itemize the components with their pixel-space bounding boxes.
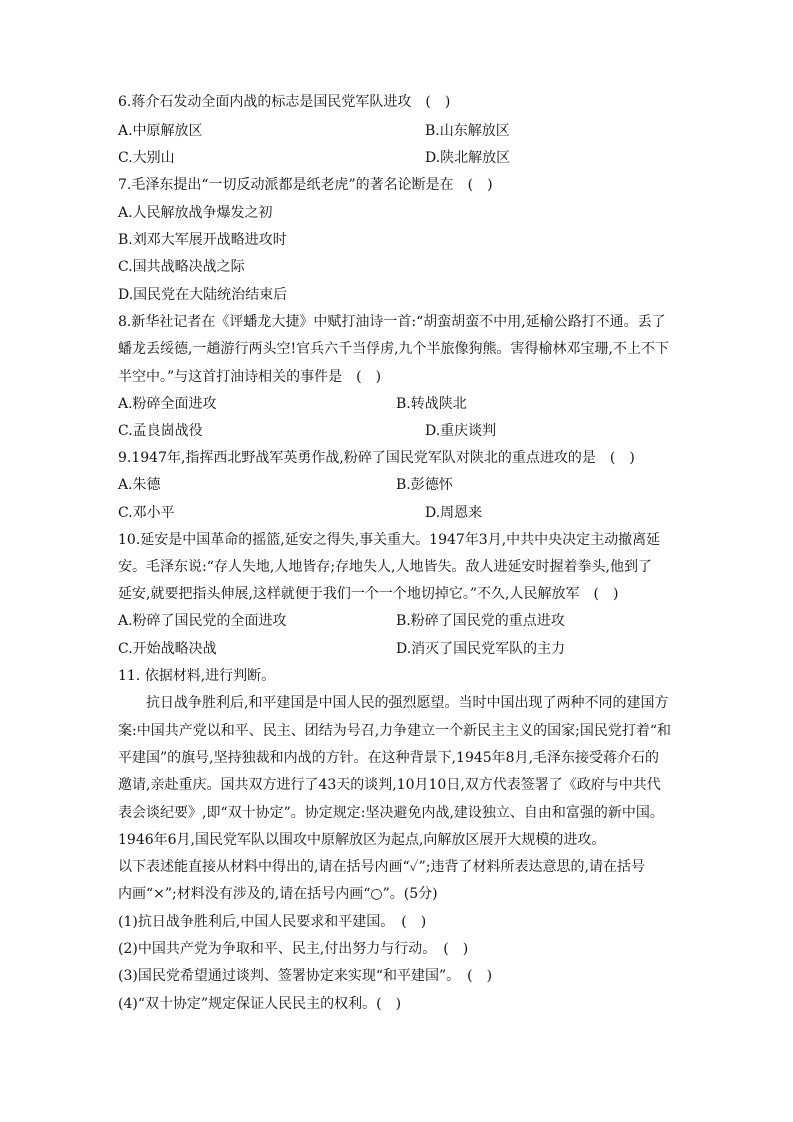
question-11-material-line-2: 案:中国共产党以和平、民主、团结为号召,力争建立一个新民主主义的国家;国民党打着“和 bbox=[118, 723, 672, 739]
question-11-material-line-1: 抗日战争胜利后,和平建国是中国人民的强烈愿望。当时中国出现了两种不同的建国方 bbox=[146, 695, 669, 711]
question-9-options-row-2 bbox=[118, 500, 675, 527]
question-6-option-c: C.大别山 bbox=[118, 150, 175, 166]
question-11-item-1: (1)抗日战争胜利后,中国人民要求和平建国。 ( ) bbox=[118, 914, 427, 930]
question-10-stem-line-3: 延安,就要把指头伸展,这样就便于我们一个一个地切掉它。”不久,人民解放军 ( ) bbox=[118, 586, 619, 602]
question-9-option-d: D.周恩来 bbox=[425, 505, 483, 521]
question-10-option-d: D.消灭了国民党军队的主力 bbox=[396, 641, 566, 657]
question-11-material-line-3: 平建国”的旗号,坚持独裁和内战的方针。在这种背景下,1945年8月,毛泽东接受蒋介石的 bbox=[118, 750, 660, 766]
question-11-item-3: (3)国民党希望通过谈判、签署协定来实现“和平建国”。 ( ) bbox=[118, 968, 493, 984]
question-7-option-a: A.人民解放战争爆发之初 bbox=[118, 205, 273, 221]
question-8-option-d: D.重庆谈判 bbox=[425, 423, 497, 439]
question-8-options-row-1 bbox=[118, 391, 675, 418]
question-11-instruction-line-1: 以下表述能直接从材料中得出的,请在括号内画“✓”;违背了材料所表达意思的,请在括号 bbox=[118, 859, 645, 875]
question-8-stem-line-2: 蟠龙丢绥德,一趟游行两头空!官兵六千当俘虏,九个半旅像狗熊。害得榆林邓宝珊,不上不下 bbox=[118, 341, 669, 357]
question-8-stem-line-1: 8.新华社记者在《评蟠龙大捷》中赋打油诗一首:“胡蛮胡蛮不中用,延榆公路打不通。丢了 bbox=[118, 314, 666, 330]
question-9-options-row-1 bbox=[118, 472, 675, 499]
question-8-option-b: B.转战陕北 bbox=[396, 396, 467, 412]
question-7-option-c: C.国共战略决战之际 bbox=[118, 259, 245, 275]
question-8-option-a: A.粉碎全面进攻 bbox=[118, 396, 217, 412]
question-8-options-row-2 bbox=[118, 418, 675, 445]
question-6-options-row-1 bbox=[118, 118, 675, 145]
question-8-option-c: C.孟良崮战役 bbox=[118, 423, 203, 439]
question-6-option-a: A.中原解放区 bbox=[118, 123, 203, 139]
question-6-option-b: B.山东解放区 bbox=[425, 123, 510, 139]
question-10-option-a: A.粉碎了国民党的全面进攻 bbox=[118, 613, 287, 629]
question-6-option-d: D.陕北解放区 bbox=[425, 150, 511, 166]
question-9-option-c: C.邓小平 bbox=[118, 505, 175, 521]
question-10-option-b: B.粉碎了国民党的重点进攻 bbox=[396, 613, 565, 629]
question-9-stem: 9.1947年,指挥西北野战军英勇作战,粉碎了国民党军队对陕北的重点进攻的是 ( ) bbox=[118, 450, 635, 466]
question-11-material-line-4: 邀请,亲赴重庆。国共双方进行了43天的谈判,10月10日,双方代表签署了《政府与中共代 bbox=[118, 777, 661, 793]
question-6-options-row-2 bbox=[118, 145, 675, 172]
question-6-stem: 6.蒋介石发动全面内战的标志是国民党军队进攻 ( ) bbox=[118, 94, 451, 110]
question-11-material-line-6: 1946年6月,国民党军队以围攻中原解放区为起点,向解放区展开大规模的进攻。 bbox=[118, 832, 606, 848]
question-9-option-b: B.彭德怀 bbox=[396, 477, 453, 493]
question-10-options-row-1 bbox=[118, 608, 675, 635]
question-11-stem: 11. 依据材料,进行判断。 bbox=[118, 668, 276, 684]
question-10-option-c: C.开始战略决战 bbox=[118, 641, 217, 657]
question-10-stem-line-1: 10.延安是中国革命的摇篮,延安之得失,事关重大。1947年3月,中共中央决定主动撤离延 bbox=[118, 532, 661, 548]
question-10-options-row-2 bbox=[118, 636, 675, 663]
question-11-item-2: (2)中国共产党为争取和平、民主,付出努力与行动。 ( ) bbox=[118, 941, 469, 957]
question-11-instruction-line-2: 内画“×”;材料没有涉及的,请在括号内画“○”。(5分) bbox=[118, 886, 438, 902]
question-9-option-a: A.朱德 bbox=[118, 477, 161, 493]
question-8-stem-line-3: 半空中。”与这首打油诗相关的事件是 ( ) bbox=[118, 369, 382, 385]
question-10-stem-line-2: 安。毛泽东说:“存人失地,人地皆存;存地失人,人地皆失。敌人进延安时握着拳头,他到了 bbox=[118, 559, 652, 575]
question-7-option-d: D.国民党在大陆统治结束后 bbox=[118, 287, 288, 303]
question-7-stem: 7.毛泽东提出“一切反动派都是纸老虎”的著名论断是在 ( ) bbox=[118, 177, 493, 193]
question-11-material-line-5: 表会谈纪要》,即“双十协定”。协定规定:坚决避免内战,建设独立、自由和富强的新中国。 bbox=[118, 805, 664, 821]
question-11-item-4: (4)“双十协定”规定保证人民民主的权利。( ) bbox=[118, 996, 402, 1012]
question-7-option-b: B.刘邓大军展开战略进攻时 bbox=[118, 232, 287, 248]
